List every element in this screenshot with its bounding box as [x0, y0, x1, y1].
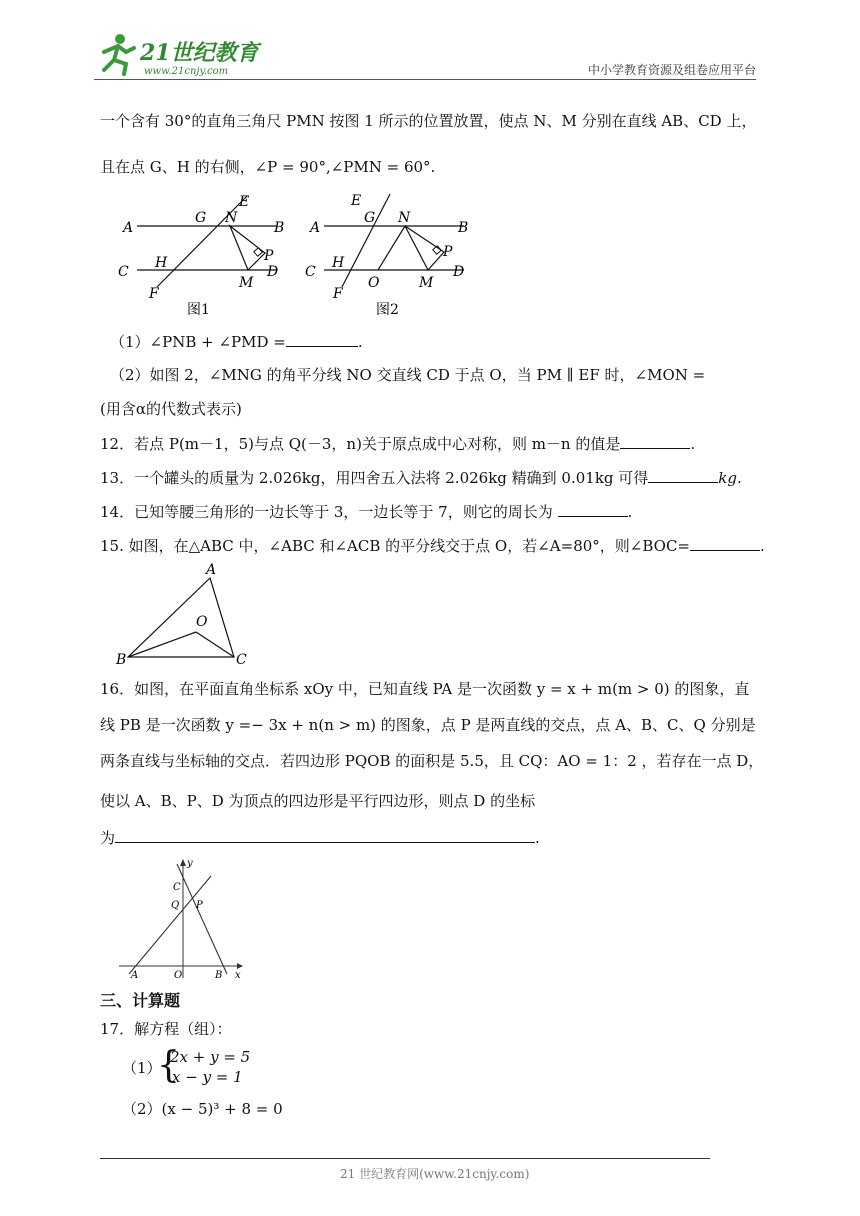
answer-blank — [648, 466, 718, 483]
label-P: P — [196, 900, 203, 911]
label-C: C — [236, 652, 247, 668]
header-platform-text: 中小学教育资源及组卷应用平台 — [587, 63, 756, 77]
q11-figure-1 — [115, 192, 290, 322]
q14 — [100, 500, 632, 523]
q15-text: 15. 如图，在△ABC 中，∠ABC 和∠ACB 的平分线交于点 O，若∠A=80°，则∠BOC= — [100, 537, 690, 555]
footer-text: 21 世纪教育网(www.21cnjy.com) — [340, 1167, 530, 1181]
q17-brace: { — [157, 1045, 180, 1086]
q17-eq1: 2x + y = 5 — [170, 1048, 251, 1066]
q11-line1: 一个含有 30°的直角三角尺 PMN 按图 1 所示的位置放置，使点 N、M 分别在直线 AB、CD 上， — [100, 112, 757, 130]
label-P: P — [264, 248, 274, 264]
label-N: N — [225, 210, 238, 226]
label-B: B — [458, 220, 469, 236]
label-D: D — [453, 264, 465, 280]
figure-2-svg — [302, 192, 477, 322]
q11-part2: （2）如图 2，∠MNG 的角平分线 NO 交直线 CD 于点 O，当 PM ∥ EF 时，∠MON = — [110, 366, 706, 384]
q14-end: . — [627, 503, 633, 521]
label-E: E — [239, 194, 250, 210]
q13 — [100, 466, 742, 489]
label-G: G — [364, 210, 376, 226]
label-A: A — [131, 970, 139, 980]
label-C: C — [305, 264, 316, 280]
q11-part1 — [110, 330, 363, 353]
coordinate-svg — [115, 856, 245, 980]
label-B: B — [116, 652, 127, 668]
runner-logo-icon — [94, 30, 264, 80]
label-C: C — [118, 264, 129, 280]
figure-1-svg — [115, 192, 290, 322]
label-Q: Q — [171, 900, 180, 911]
label-O: O — [196, 614, 208, 630]
q16-line5-text: 为 — [100, 829, 116, 847]
fig2-caption: 图2 — [376, 302, 399, 318]
label-F: F — [149, 286, 159, 302]
answer-blank — [286, 330, 358, 347]
label-G: G — [195, 210, 207, 226]
header-rule — [94, 79, 756, 80]
header-logo — [94, 30, 264, 80]
label-P: P — [443, 244, 453, 260]
label-E: E — [351, 193, 362, 209]
label-A: A — [123, 220, 134, 236]
q16-line5-end: . — [535, 829, 540, 847]
section-title: 三、计算题 — [100, 991, 181, 1010]
q13-text: 13．一个罐头的质量为 2.026kg，用四舍五入法将 2.026kg 精确到 0.01kg 可得 — [100, 469, 649, 487]
q13-end: kg. — [718, 469, 742, 487]
q16-line2: 线 PB 是一次函数 y =− 3x + n(n > m) 的图象，点 P 是两直线的交点，点 A、B、C、Q 分别是 — [100, 716, 756, 734]
q15-figure — [112, 560, 257, 670]
label-M: M — [239, 275, 254, 291]
q16-line3: 两条直线与坐标轴的交点．若四边形 PQOB 的面积是 5.5，且 CQ：AO = 1：2 ，若存在一点 D， — [100, 752, 764, 770]
q17-eq2: x − y = 1 — [172, 1068, 243, 1086]
label-A: A — [206, 562, 217, 578]
q12-end: . — [690, 435, 696, 453]
label-B: B — [215, 970, 223, 980]
answer-blank — [558, 500, 628, 517]
answer-blank — [690, 534, 760, 551]
label-H: H — [332, 255, 345, 271]
q17-part1-label: （1） — [122, 1059, 162, 1077]
q15-end: . — [760, 537, 765, 555]
label-B: B — [274, 220, 285, 236]
q17-part2: （2）(x − 5)³ + 8 = 0 — [122, 1100, 283, 1118]
q16-line5 — [100, 826, 540, 849]
q17-title: 17．解方程（组）： — [100, 1020, 232, 1038]
label-O: O — [174, 970, 183, 980]
label-N: N — [398, 210, 411, 226]
answer-blank — [620, 432, 690, 449]
q11-part2-cont: (用含α的代数式表示) — [100, 400, 242, 418]
q14-text: 14．已知等腰三角形的一边长等于 3，一边长等于 7，则它的周长为 — [100, 503, 553, 521]
logo-url: www.21cnjy.com — [144, 66, 229, 77]
label-A: A — [310, 220, 321, 236]
label-M: M — [419, 275, 434, 291]
q12-text: 12．若点 P(m－1，5)与点 Q(－3，n)关于原点成中心对称，则 m－n 的值是 — [100, 435, 621, 453]
label-x: x — [235, 970, 241, 980]
label-D: D — [267, 264, 279, 280]
triangle-svg — [112, 560, 257, 670]
q11-part1-end: . — [357, 333, 363, 351]
q11-part1-text: （1）∠PNB + ∠PMD = — [110, 333, 286, 351]
q16-line1: 16．如图，在平面直角坐标系 xOy 中，已知直线 PA 是一次函数 y = x + m(m > 0) 的图象，直 — [100, 680, 750, 698]
q15 — [100, 534, 765, 557]
logo-main: 21世纪教育 — [140, 40, 259, 66]
q11-line2: 且在点 G、H 的右侧，∠P = 90°,∠PMN = 60°. — [100, 158, 436, 176]
label-H: H — [155, 255, 168, 271]
label-F: F — [333, 286, 343, 302]
label-y: y — [187, 858, 193, 869]
q16-line4: 使以 A、B、P、D 为顶点的四边形是平行四边形，则点 D 的坐标 — [100, 792, 536, 810]
answer-blank — [115, 826, 535, 843]
footer-rule — [100, 1158, 710, 1159]
q12 — [100, 432, 695, 455]
label-C: C — [173, 882, 181, 893]
label-O: O — [368, 275, 380, 291]
q11-figure-2 — [302, 192, 477, 322]
q16-figure — [115, 856, 245, 980]
fig1-caption: 图1 — [187, 302, 210, 318]
